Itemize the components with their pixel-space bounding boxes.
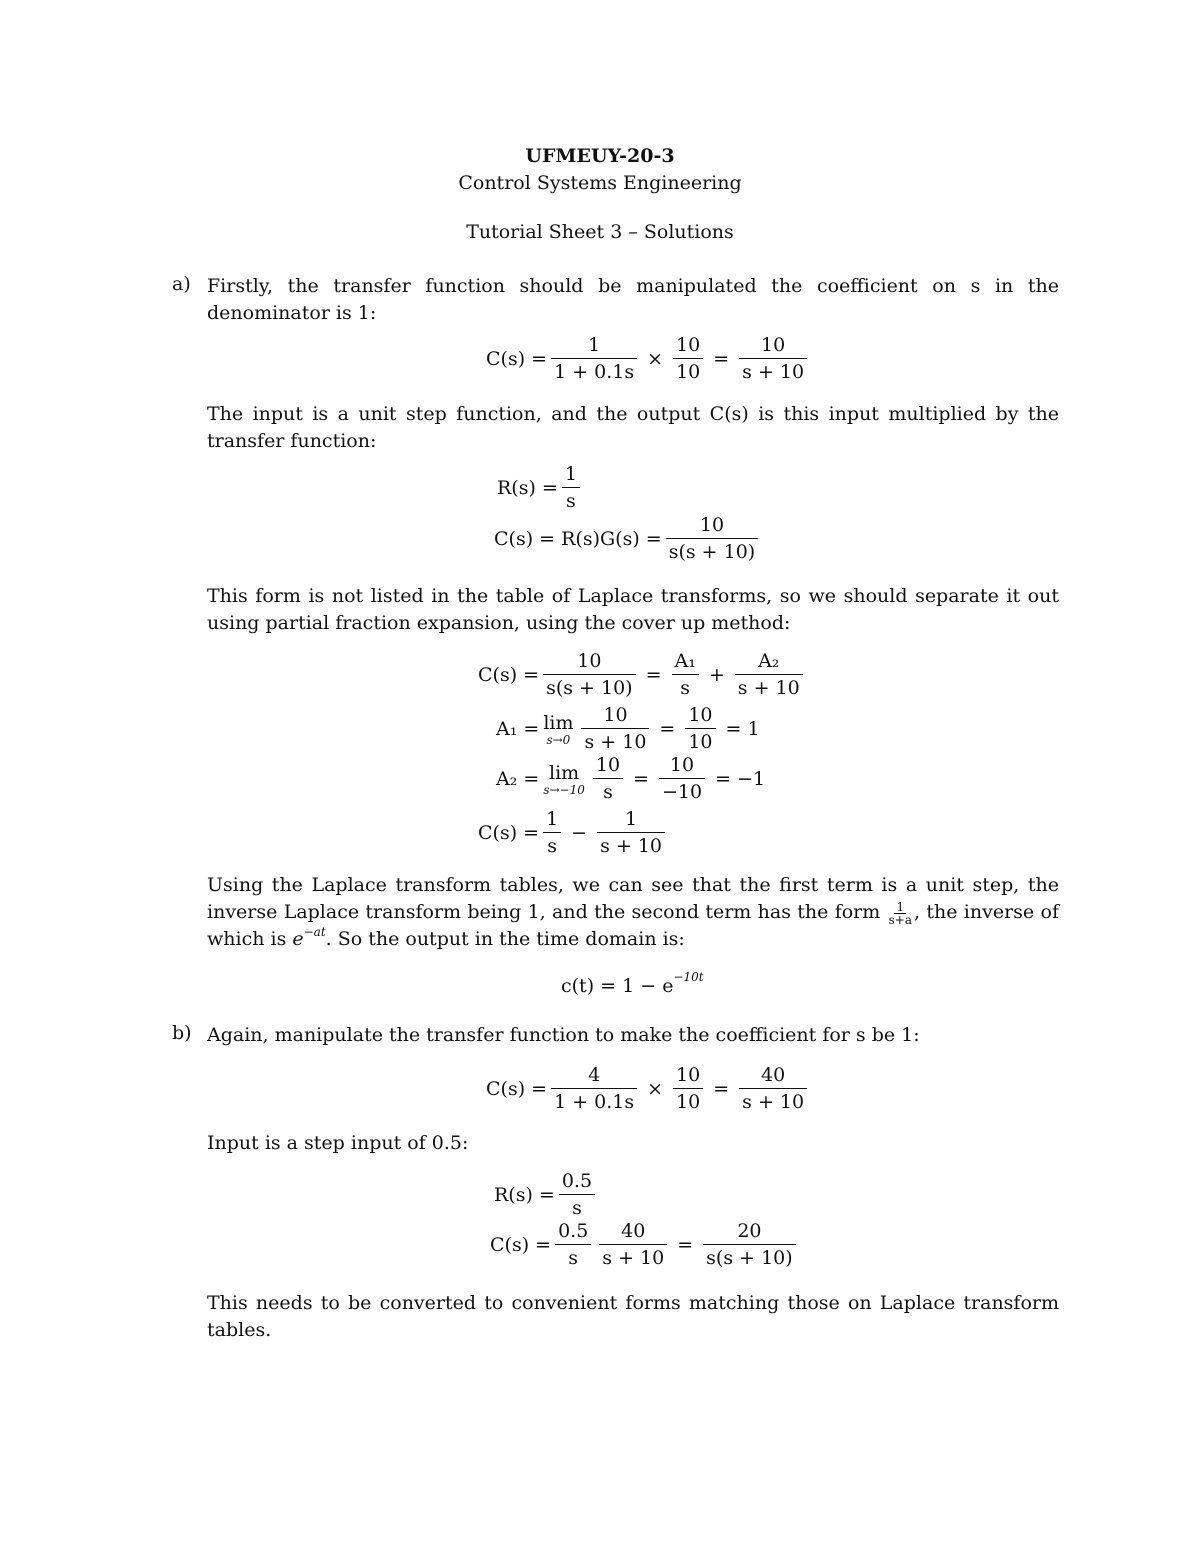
part-a-inverse-text: Using the Laplace transform tables, we can see that the first term is a unit step, the inverse Laplace transform being 1, and the second term has the form $\frac{1}{s+a}$ , the inverse of which is $e^{-at}$. So the output in the time domain is: xyxy=(207,874,1059,950)
equation-b2b: C(s) = $\frac{0.5}{s}$ $\frac{40}{s + 10}$ = $\frac{20}{s(s + 10)}$ xyxy=(490,1220,800,1269)
equation-a2a: R(s) = $\frac{1}{s}$ xyxy=(497,463,584,512)
equation-a3b: A₁ = lim s→0 $\frac{10}{s + 10}$ = $\frac{10}{10}$ = 1 xyxy=(496,704,760,753)
fraction: $\frac{10}{10}$ xyxy=(673,334,703,383)
equation-b2a: R(s) = $\frac{0.5}{s}$ xyxy=(494,1170,599,1219)
equation-a3d: C(s) = $\frac{1}{s}$ − $\frac{1}{s + 10}$ xyxy=(478,808,669,857)
part-a-label: a) xyxy=(172,273,191,295)
part-a-intro: Firstly, the transfer function should be manipulated the coefficient on s in the denominator is 1: xyxy=(207,275,1059,324)
fraction: $\frac{1}{s}$ xyxy=(562,463,580,512)
equation-a1: C(s) = $\frac{1}{1 + 0.1s}$ × $\frac{10}{10}$ = $\frac{10}{s + 10}$ xyxy=(486,334,811,383)
sheet-title: Tutorial Sheet 3 – Solutions xyxy=(466,221,734,243)
equation-b1: C(s) = $\frac{4}{1 + 0.1s}$ × $\frac{10}{10}$ = $\frac{40}{s + 10}$ xyxy=(486,1064,811,1113)
course-code: UFMEUY-20-3 xyxy=(525,145,675,167)
eq-lhs: C(s) = xyxy=(486,347,548,370)
part-a-pfe-text: This form is not listed in the table of Laplace transforms, so we should separate it out using partial fraction expansion, using the cover up method: xyxy=(207,585,1059,634)
part-b-input-text: Input is a step input of 0.5: xyxy=(207,1132,469,1154)
part-b-intro: Again, manipulate the transfer function to make the coefficient for s be 1: xyxy=(207,1024,920,1046)
part-a-input-text: The input is a unit step function, and the output C(s) is this input multiplied by the transfer function: xyxy=(207,403,1059,452)
fraction: $\frac{1}{1 + 0.1s}$ xyxy=(551,334,637,383)
inline-fraction: $\frac{1}{s+a}$ xyxy=(888,899,912,927)
fraction: $\frac{10}{s(s + 10)}$ xyxy=(666,514,759,563)
part-b-closing-text: This needs to be converted to convenient forms matching those on Laplace transform tables. xyxy=(207,1292,1059,1341)
equation-a4: c(t) = 1 − e −10t xyxy=(561,970,704,997)
equation-a3a: C(s) = $\frac{10}{s(s + 10)}$ = $\frac{\text{A₁}}{s}$ + $\frac{\text{A₂}}{s + 10}$ xyxy=(478,650,807,699)
fraction: $\frac{10}{s + 10}$ xyxy=(739,334,807,383)
course-title: Control Systems Engineering xyxy=(458,172,742,194)
equation-a2b: C(s) = R(s)G(s) = $\frac{10}{s(s + 10)}$ xyxy=(494,514,762,563)
equation-a3c: A₂ = lim s→−10 $\frac{10}{s}$ = $\frac{10}{-10}$ = −1 xyxy=(496,754,766,803)
part-b-label: b) xyxy=(172,1022,192,1044)
